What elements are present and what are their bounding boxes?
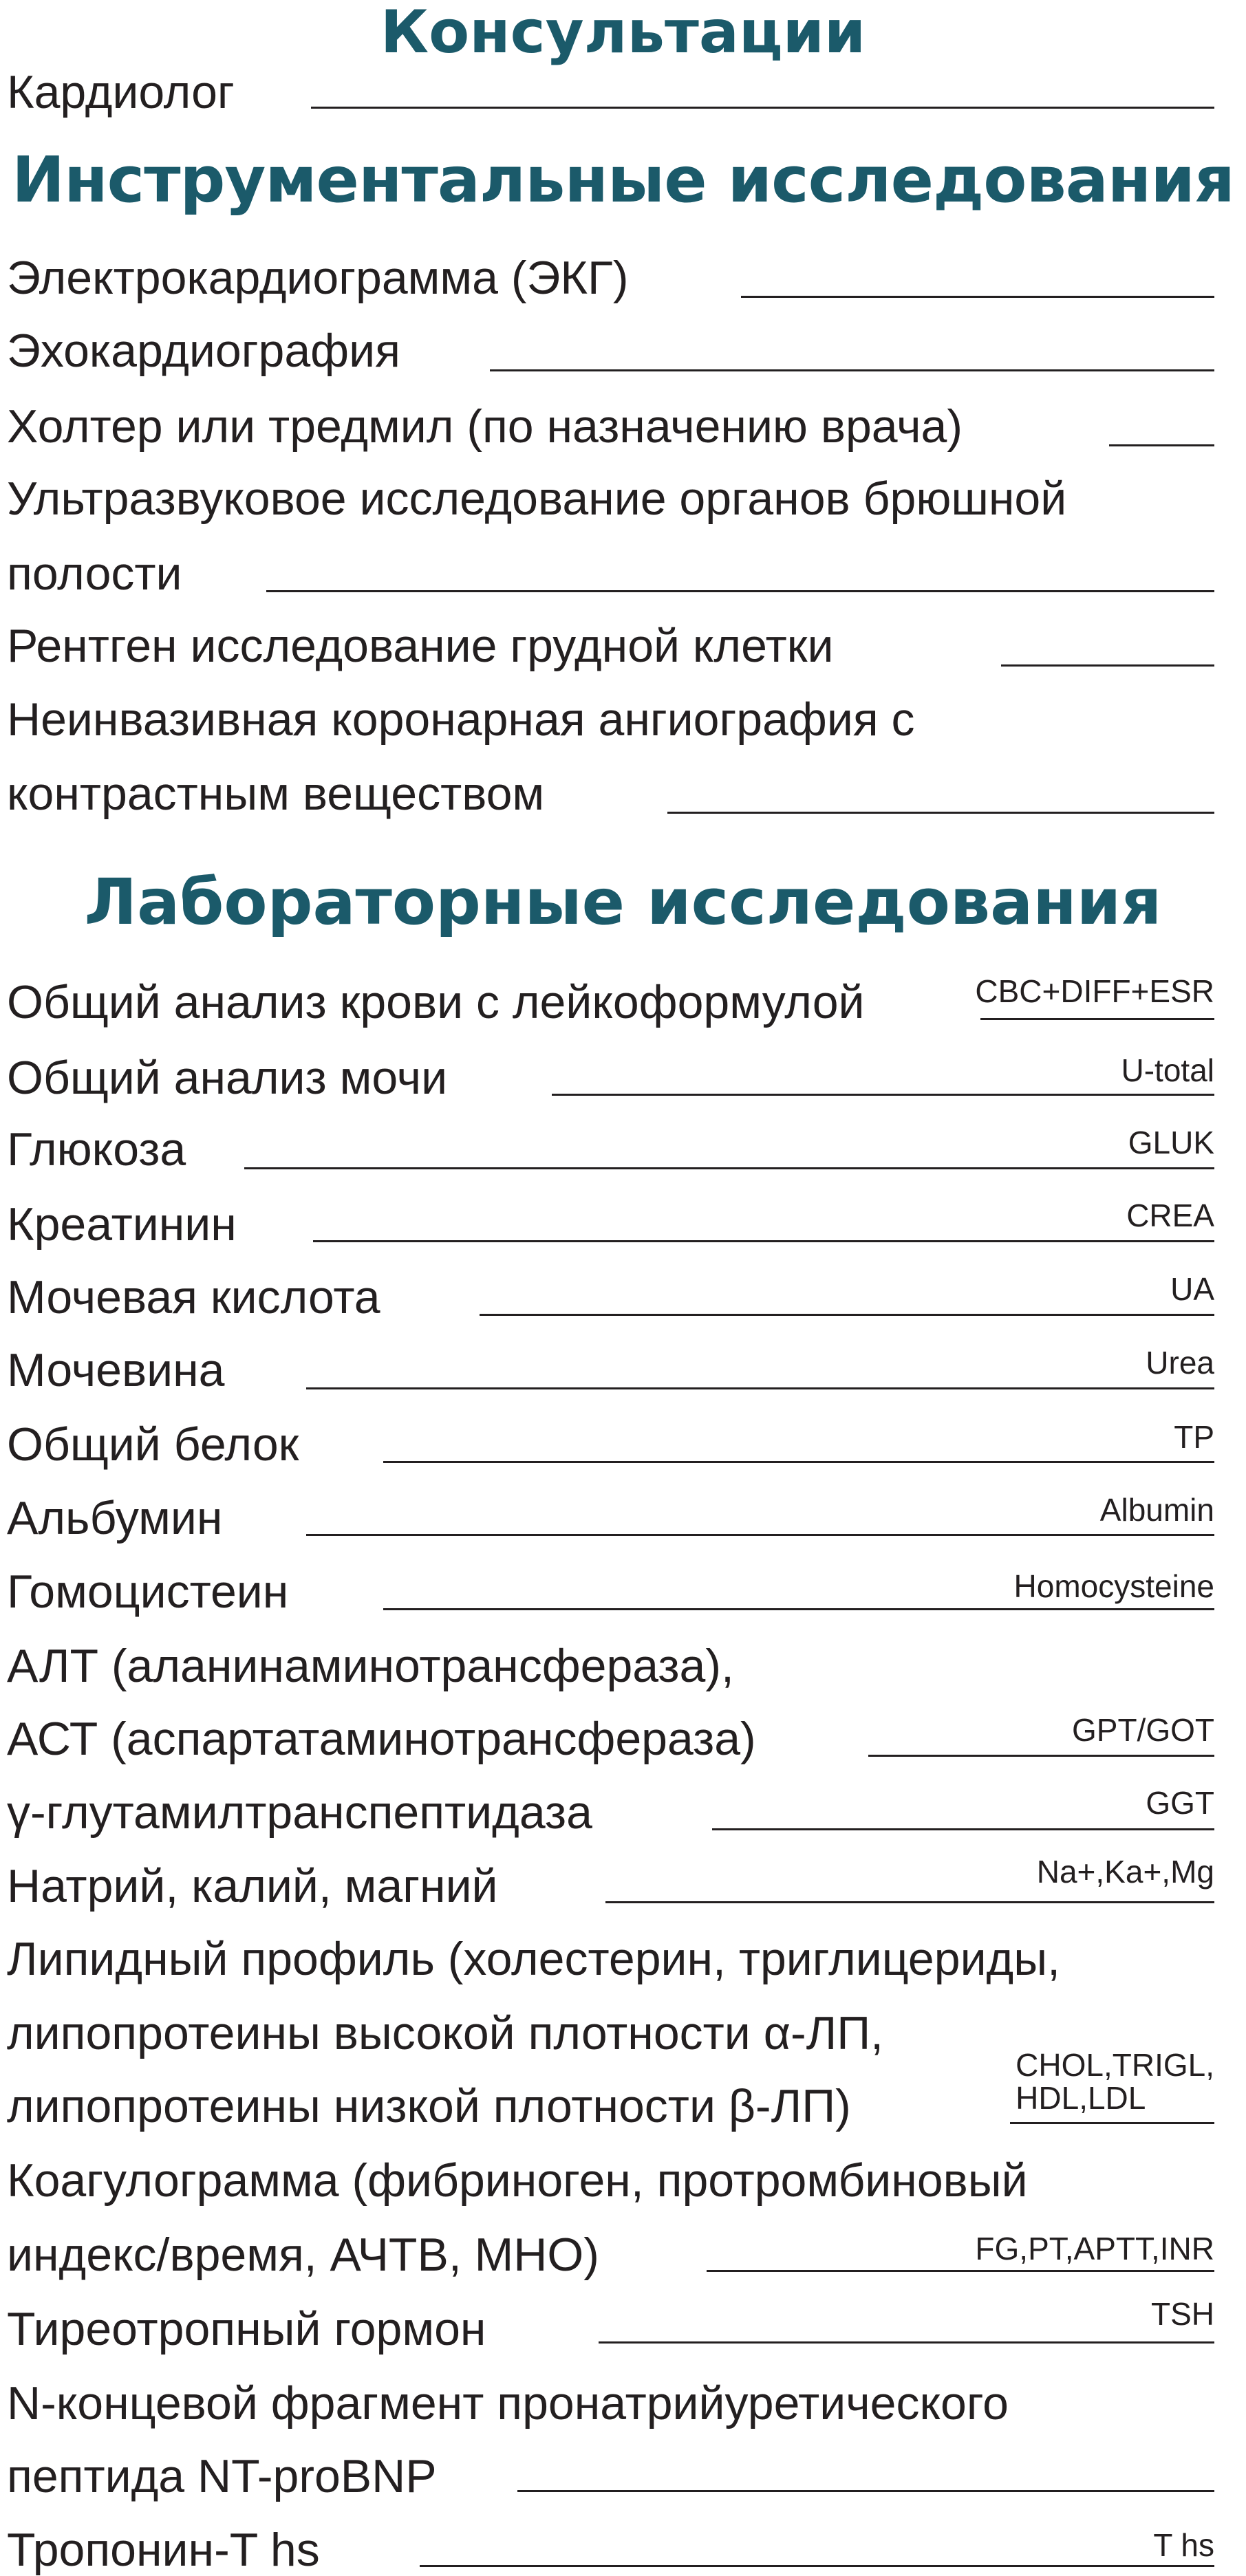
fill-line-xray[interactable] (1001, 664, 1214, 667)
item-label-alt-ast-line2: АСТ (аспартатаминотрансфераза) (7, 1713, 756, 1765)
item-label-lipid-line2: липопротеины высокой плотности α-ЛП, (7, 2007, 884, 2059)
item-label-ggt: γ-глутамилтранспептидаза (7, 1786, 592, 1839)
item-code-lipid-line2: HDL,LDL (1016, 2080, 1146, 2117)
item-code-tsh: TSH (1151, 2296, 1214, 2332)
fill-line-angiography[interactable] (667, 812, 1214, 814)
fill-line-cardiologist[interactable] (311, 107, 1214, 109)
fill-line-electrolytes[interactable] (605, 1901, 1214, 1903)
item-label-ultrasound-line1: Ультразвуковое исследование органов брюшной (7, 473, 1067, 525)
item-label-troponin: Тропонин-T hs (7, 2524, 320, 2576)
item-label-lipid-line3: липопротеины низкой плотности β-ЛП) (7, 2080, 851, 2132)
item-code-electrolytes: Na+,Ka+,Mg (1036, 1854, 1214, 1890)
item-code-urea: Urea (1146, 1345, 1214, 1381)
item-code-cbc: CBC+DIFF+ESR (975, 973, 1214, 1009)
fill-line-urine[interactable] (552, 1094, 1214, 1096)
item-code-coagulogram: FG,PT,APTT,INR (975, 2231, 1214, 2266)
item-label-xray: Рентген исследование грудной клетки (7, 620, 834, 672)
item-label-ultrasound-line2: полости (7, 548, 182, 600)
fill-line-troponin[interactable] (420, 2565, 1214, 2567)
fill-line-homocysteine[interactable] (383, 1608, 1214, 1610)
fill-line-total-protein[interactable] (383, 1461, 1214, 1463)
item-code-glucose: GLUK (1128, 1125, 1214, 1160)
item-code-creatinine: CREA (1126, 1198, 1214, 1233)
item-label-coagulogram-line2: индекс/время, АЧТВ, МНО) (7, 2229, 599, 2281)
item-label-electrolytes: Натрий, калий, магний (7, 1860, 498, 1912)
item-code-ggt: GGT (1146, 1785, 1214, 1821)
item-label-ecg: Электрокардиограмма (ЭКГ) (7, 252, 629, 304)
fill-line-creatinine[interactable] (313, 1240, 1214, 1242)
item-label-urea: Мочевина (7, 1344, 225, 1396)
fill-line-glucose[interactable] (244, 1167, 1214, 1169)
fill-line-holter[interactable] (1109, 444, 1214, 446)
fill-line-ggt[interactable] (712, 1828, 1214, 1830)
item-label-echo: Эхокардиография (7, 325, 400, 377)
item-label-glucose: Глюкоза (7, 1123, 186, 1176)
fill-line-ntprobnp[interactable] (517, 2490, 1214, 2492)
item-label-total-protein: Общий белок (7, 1418, 299, 1471)
item-label-albumin: Альбумин (7, 1492, 223, 1544)
item-label-tsh: Тиреотропный гормон (7, 2303, 486, 2355)
item-code-lipid-line1: CHOL,TRIGL, (1016, 2047, 1214, 2083)
section-title-instrumental: Инструментальные исследования (12, 143, 1234, 217)
item-label-alt-ast-line1: АЛТ (аланинаминотрансфераза), (7, 1640, 734, 1692)
item-label-cbc: Общий анализ крови с лейкоформулой (7, 976, 865, 1028)
fill-line-echo[interactable] (490, 369, 1214, 371)
fill-line-albumin[interactable] (306, 1534, 1214, 1536)
item-label-angiography-line2: контрастным веществом (7, 768, 545, 820)
item-label-coagulogram-line1: Коагулограмма (фибриноген, протромбиновый (7, 2154, 1028, 2207)
fill-line-coagulogram[interactable] (707, 2270, 1214, 2272)
item-code-total-protein: TP (1174, 1419, 1214, 1455)
section-title-consultations: Консультации (380, 0, 866, 67)
item-code-homocysteine: Homocysteine (1013, 1568, 1214, 1604)
item-label-lipid-line1: Липидный профиль (холестерин, триглицериды, (7, 1933, 1060, 1985)
item-label-urine: Общий анализ мочи (7, 1052, 448, 1104)
item-code-albumin: Albumin (1099, 1492, 1214, 1528)
fill-line-alt-ast[interactable] (868, 1755, 1214, 1757)
item-label-homocysteine: Гомоцистеин (7, 1566, 289, 1618)
item-label-ntprobnp-line1: N-концевой фрагмент пронатрийуретического (7, 2377, 1009, 2429)
item-code-lipid (1016, 2048, 1214, 2115)
fill-line-urea[interactable] (306, 1387, 1214, 1389)
item-label-cardiologist: Кардиолог (7, 66, 235, 118)
item-label-ntprobnp-line2: пептида NT-proBNP (7, 2450, 437, 2502)
fill-line-cbc[interactable] (980, 1018, 1214, 1020)
item-code-uric-acid: UA (1170, 1271, 1214, 1307)
section-title-laboratory: Лабораторные исследования (84, 865, 1162, 939)
item-code-urine: U-total (1121, 1052, 1214, 1088)
item-label-uric-acid: Мочевая кислота (7, 1271, 380, 1323)
fill-line-uric-acid[interactable] (480, 1314, 1214, 1316)
item-code-alt-ast: GPT/GOT (1072, 1712, 1214, 1748)
item-code-troponin: T hs (1153, 2527, 1214, 2563)
fill-line-ultrasound[interactable] (266, 590, 1214, 592)
item-label-holter: Холтер или тредмил (по назначению врача) (7, 400, 963, 453)
item-label-angiography-line1: Неинвазивная коронарная ангиография с (7, 693, 915, 746)
item-label-creatinine: Креатинин (7, 1198, 237, 1251)
fill-line-ecg[interactable] (741, 296, 1214, 298)
fill-line-tsh[interactable] (599, 2341, 1214, 2344)
fill-line-lipid[interactable] (1010, 2122, 1214, 2124)
